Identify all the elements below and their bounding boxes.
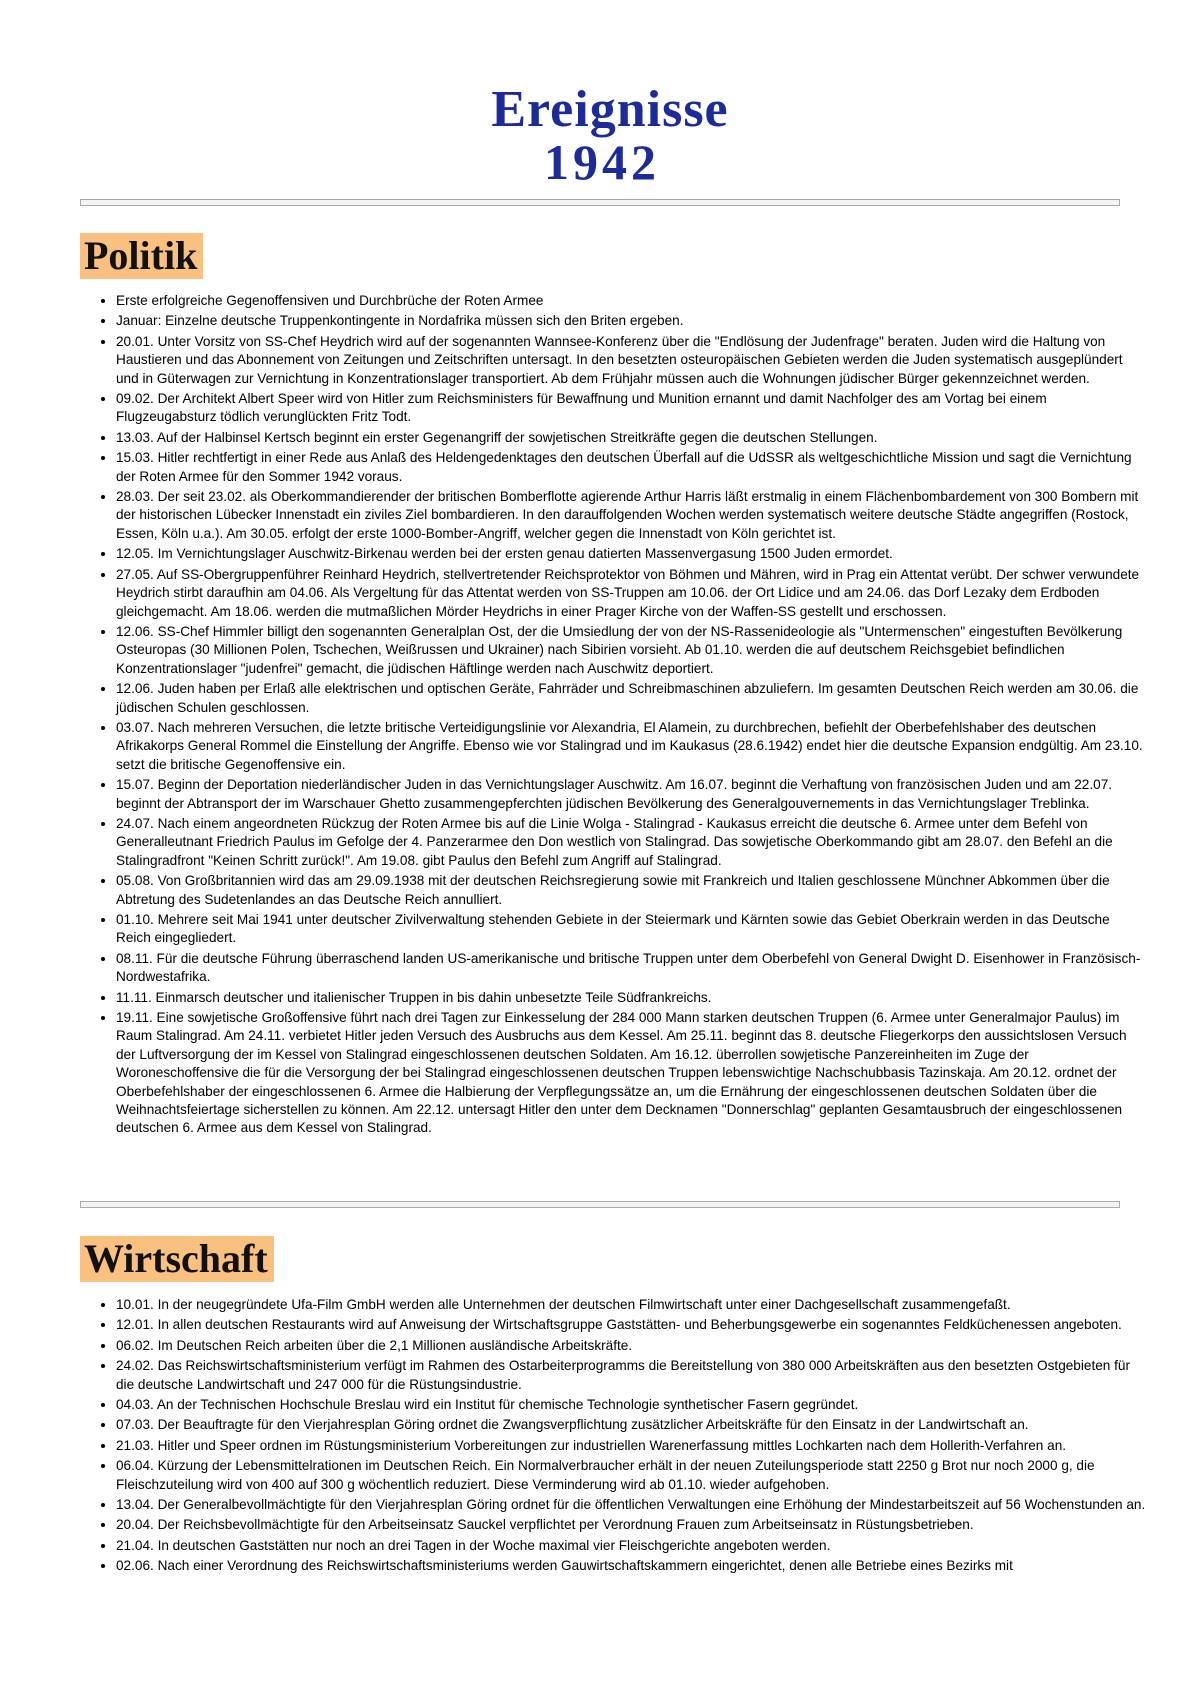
horizontal-rule-middle bbox=[80, 1201, 1120, 1208]
list-item: • 08.11. Für die deutsche Führung überraschend landen US-amerikanische und britische Truppen unter dem Oberbefehl von General Dwight D. Eisenhower in Französisch-Nordwestafrika. bbox=[116, 950, 1146, 987]
list-item: • Erste erfolgreiche Gegenoffensiven und Durchbrüche der Roten Armee bbox=[116, 292, 1146, 310]
list-item: • 20.01. Unter Vorsitz von SS-Chef Heydrich wird auf der sogenannten Wannsee-Konferenz über die "Endlösung der Judenfrage" beraten. Juden wird die Haltung von Haustieren und das Abonnement von Zeitungen und Zeitschriften untersagt. In den besetzten osteuropäischen Gebieten werden die Juden systematisch ausgeplündert und in Güterwagen zur Vernichtung in Konzentrationslager transportiert. Ab dem Frühjahr müssen auch die Wohnungen jüdischer Bürger gekennzeichnet werden. bbox=[116, 333, 1146, 388]
list-item: • 15.03. Hitler rechtfertigt in einer Rede aus Anlaß des Heldengedenktages den deutschen Überfall auf die UdSSR als weltgeschichtliche Mission und sagt die Vernichtung der Roten Armee für den Sommer 1942 voraus. bbox=[116, 449, 1146, 486]
list-item: • 03.07. Nach mehreren Versuchen, die letzte britische Verteidigungslinie vor Alexandria, El Alamein, zu durchbrechen, befiehlt der Oberbefehlshaber des deutschen Afrikakorps General Rommel die Einstellung der Angriffe. Ebenso wie vor Stalingrad und im Kaukasus (28.6.1942) endet hier die deutsche Expansion endgültig. Am 23.10. setzt die britische Gegenoffensive ein. bbox=[116, 719, 1146, 774]
section-heading-wirtschaft: Wirtschaft bbox=[80, 1236, 274, 1282]
list-item: • 13.04. Der Generalbevollmächtigte für den Vierjahresplan Göring ordnet für die öffentlichen Verwaltungen eine Erhöhung der Mindestarbeitszeit auf 56 Wochenstunden an. bbox=[116, 1496, 1146, 1514]
list-item: • 21.04. In deutschen Gaststätten nur noch an drei Tagen in der Woche maximal vier Fleischgerichte angeboten werden. bbox=[116, 1537, 1146, 1555]
list-item: • 01.10. Mehrere seit Mai 1941 unter deutscher Zivilverwaltung stehenden Gebiete in der Steiermark und Kärnten sowie das Gebiet Oberkrain werden in das Deutsche Reich eingegliedert. bbox=[116, 911, 1146, 948]
list-item: • 19.11. Eine sowjetische Großoffensive führt nach drei Tagen zur Einkesselung der 284 000 Mann starken deutschen Truppen (6. Armee unter Generalmajor Paulus) im Raum Stalingrad. Am 24.11. verbietet Hitler jeden Versuch des Ausbruchs aus dem Kessel. Am 25.11. beginnt das 8. deutsche Fliegerkorps den aussichtslosen Versuch der Luftversorgung der im Kessel von Stalingrad eingeschlossenen deutschen Soldaten. Am 16.12. überrollen sowjetische Panzereinheiten im Zuge der Woroneschoffensive die für die Versorgung der bei Stalingrad eingeschlossenen deutschen Truppen lebenswichtige Nachschubbasis Tazinskaja. Am 20.12. ordnet der Oberbefehlshaber der eingeschlossenen 6. Armee die Halbierung der Verpflegungssätze an, um die Ernährung der eingeschlossenen deutschen Soldaten über die Weihnachtsfeiertage sicherstellen zu können. Am 22.12. untersagt Hitler den unter dem Decknamen "Donnerschlag" geplanten Gesamtausbruch der eingeschlossenen deutschen 6. Armee aus dem Kessel von Stalingrad. bbox=[116, 1009, 1146, 1138]
list-item: • 10.01. In der neugegründete Ufa-Film GmbH werden alle Unternehmen der deutschen Filmwirtschaft unter einer Dachgesellschaft zusammengefaßt. bbox=[116, 1296, 1146, 1314]
page-title bbox=[0, 81, 1192, 190]
list-item: • 05.08. Von Großbritannien wird das am 29.09.1938 mit der deutschen Reichsregierung sowie mit Frankreich und Italien geschlossene Münchner Abkommen über die Abtretung des Sudetenlandes an das Deutsche Reich annulliert. bbox=[116, 872, 1146, 909]
list-item: • 21.03. Hitler und Speer ordnen im Rüstungsministerium Vorbereitungen zur industriellen Warenerfassung mittles Lochkarten nach dem Hollerith-Verfahren an. bbox=[116, 1437, 1146, 1455]
wirtschaft-list bbox=[98, 1296, 1146, 1578]
list-item: • 24.07. Nach einem angeordneten Rückzug der Roten Armee bis auf die Linie Wolga - Stalingrad - Kaukasus erreicht die deutsche 6. Armee unter dem Befehl von Generalleutnant Friedrich Paulus im Gefolge der 4. Panzerarmee den Don westlich von Stalingrad. Das sowjetische Oberkommando gibt am 28.07. den Befehl an die Stalingradfront "Keinen Schritt zurück!". Am 19.08. gibt Paulus den Befehl zum Angriff auf Stalingrad. bbox=[116, 815, 1146, 870]
section-heading-politik: Politik bbox=[80, 233, 203, 279]
politik-list bbox=[98, 292, 1146, 1140]
title-line-1: Ereignisse bbox=[491, 81, 729, 138]
list-item: • Januar: Einzelne deutsche Truppenkontingente in Nordafrika müssen sich den Briten ergeben. bbox=[116, 312, 1146, 330]
list-item: • 04.03. An der Technischen Hochschule Breslau wird ein Institut für chemische Technologie synthetischer Fasern gegründet. bbox=[116, 1396, 1146, 1414]
list-item: • 12.06. SS-Chef Himmler billigt den sogenannten Generalplan Ost, der die Umsiedlung der von der NS-Rassenideologie als "Untermenschen" eingestuften Bevölkerung Osteuropas (30 Millionen Polen, Tschechen, Weißrussen und Ukrainer) nach Sibirien vorsieht. Ab 01.10. werden die auf deutschem Reichsgebiet befindlichen Konzentrationslager "judenfrei" gemacht, die jüdischen Häftlinge werden nach Auschwitz deportiert. bbox=[116, 623, 1146, 678]
list-item: • 20.04. Der Reichsbevollmächtigte für den Arbeitseinsatz Sauckel verpflichtet per Verordnung Frauen zum Arbeitseinsatz in Rüstungsbetrieben. bbox=[116, 1516, 1146, 1534]
list-item: • 12.05. Im Vernichtungslager Auschwitz-Birkenau werden bei der ersten genau datierten Massenvergasung 1500 Juden ermordet. bbox=[116, 545, 1146, 563]
list-item: • 11.11. Einmarsch deutscher und italienischer Truppen in bis dahin unbesetzte Teile Südfrankreichs. bbox=[116, 989, 1146, 1007]
list-item: • 12.06. Juden haben per Erlaß alle elektrischen und optischen Geräte, Fahrräder und Schreibmaschinen abzuliefern. Im gesamten Deutschen Reich werden am 30.06. die jüdischen Schulen geschlossen. bbox=[116, 680, 1146, 717]
list-item: • 12.01. In allen deutschen Restaurants wird auf Anweisung der Wirtschaftsgruppe Gaststätten- und Beherbungsgewerbe ein sogenanntes Feldküchenessen angeboten. bbox=[116, 1316, 1146, 1334]
list-item: • 13.03. Auf der Halbinsel Kertsch beginnt ein erster Gegenangriff der sowjetischen Streitkräfte gegen die deutschen Stellungen. bbox=[116, 429, 1146, 447]
list-item: • 02.06. Nach einer Verordnung des Reichswirtschaftsministeriums werden Gauwirtschaftskammern eingerichtet, denen alle Betriebe eines Bezirks mit bbox=[116, 1557, 1146, 1575]
title-line-2: 1942 bbox=[544, 134, 660, 190]
list-item: • 09.02. Der Architekt Albert Speer wird von Hitler zum Reichsministers für Bewaffnung und Munition ernannt und damit Nachfolger des am Vortag bei einem Flugzeugabsturz tödlich verunglückten Fritz Todt. bbox=[116, 390, 1146, 427]
list-item: • 06.02. Im Deutschen Reich arbeiten über die 2,1 Millionen ausländische Arbeitskräfte. bbox=[116, 1337, 1146, 1355]
list-item: • 06.04. Kürzung der Lebensmittelrationen im Deutschen Reich. Ein Normalverbraucher erhält in der neuen Zuteilungsperiode statt 2250 g Brot nur noch 2000 g, die Fleischzuteilung wird von 400 auf 300 g wöchentlich reduziert. Diese Verminderung wird ab 01.10. wieder aufgehoben. bbox=[116, 1457, 1146, 1494]
list-item: • 15.07. Beginn der Deportation niederländischer Juden in das Vernichtungslager Auschwitz. Am 16.07. beginnt die Verhaftung von französischen Juden und am 22.07. beginnt der Abtransport der im Warschauer Ghetto zusammengepferchten jüdischen Bevölkerung des Generalgouvernements in das Vernichtungslager Treblinka. bbox=[116, 776, 1146, 813]
list-item: • 28.03. Der seit 23.02. als Oberkommandierender der britischen Bomberflotte agierende Arthur Harris läßt erstmalig in einem Flächenbombardement von 300 Bombern mit der historischen Lübecker Innenstadt ein ziviles Ziel bombardieren. In den darauffolgenden Wochen werden systematisch weitere deutsche Städte angegriffen (Rostock, Essen, Köln u.a.). Am 30.05. erfolgt der erste 1000-Bomber-Angriff, welcher gegen die Innenstadt von Köln gerichtet ist. bbox=[116, 488, 1146, 543]
horizontal-rule-top bbox=[80, 199, 1120, 206]
list-item: • 07.03. Der Beauftragte für den Vierjahresplan Göring ordnet die Zwangsverpflichtung zusätzlicher Arbeitskräfte für den Einsatz in der Landwirtschaft an. bbox=[116, 1416, 1146, 1434]
list-item: • 24.02. Das Reichswirtschaftsministerium verfügt im Rahmen des Ostarbeiterprogramms die Bereitstellung von 380 000 Arbeitskräften aus den besetzten Ostgebieten für die deutsche Landwirtschaft und 247 000 für die Rüstungsindustrie. bbox=[116, 1357, 1146, 1394]
list-item: • 27.05. Auf SS-Obergruppenführer Reinhard Heydrich, stellvertretender Reichsprotektor von Böhmen und Mähren, wird in Prag ein Attentat verübt. Der schwer verwundete Heydrich stirbt daraufhin am 04.06. Als Vergeltung für das Attentat werden von SS-Truppen am 10.06. der Ort Lidice und am 24.06. das Dorf Lezaky dem Erdboden gleichgemacht. Am 18.06. werden die mutmaßlichen Mörder Heydrichs in einer Prager Kirche von der Waffen-SS gestellt und erschossen. bbox=[116, 566, 1146, 621]
